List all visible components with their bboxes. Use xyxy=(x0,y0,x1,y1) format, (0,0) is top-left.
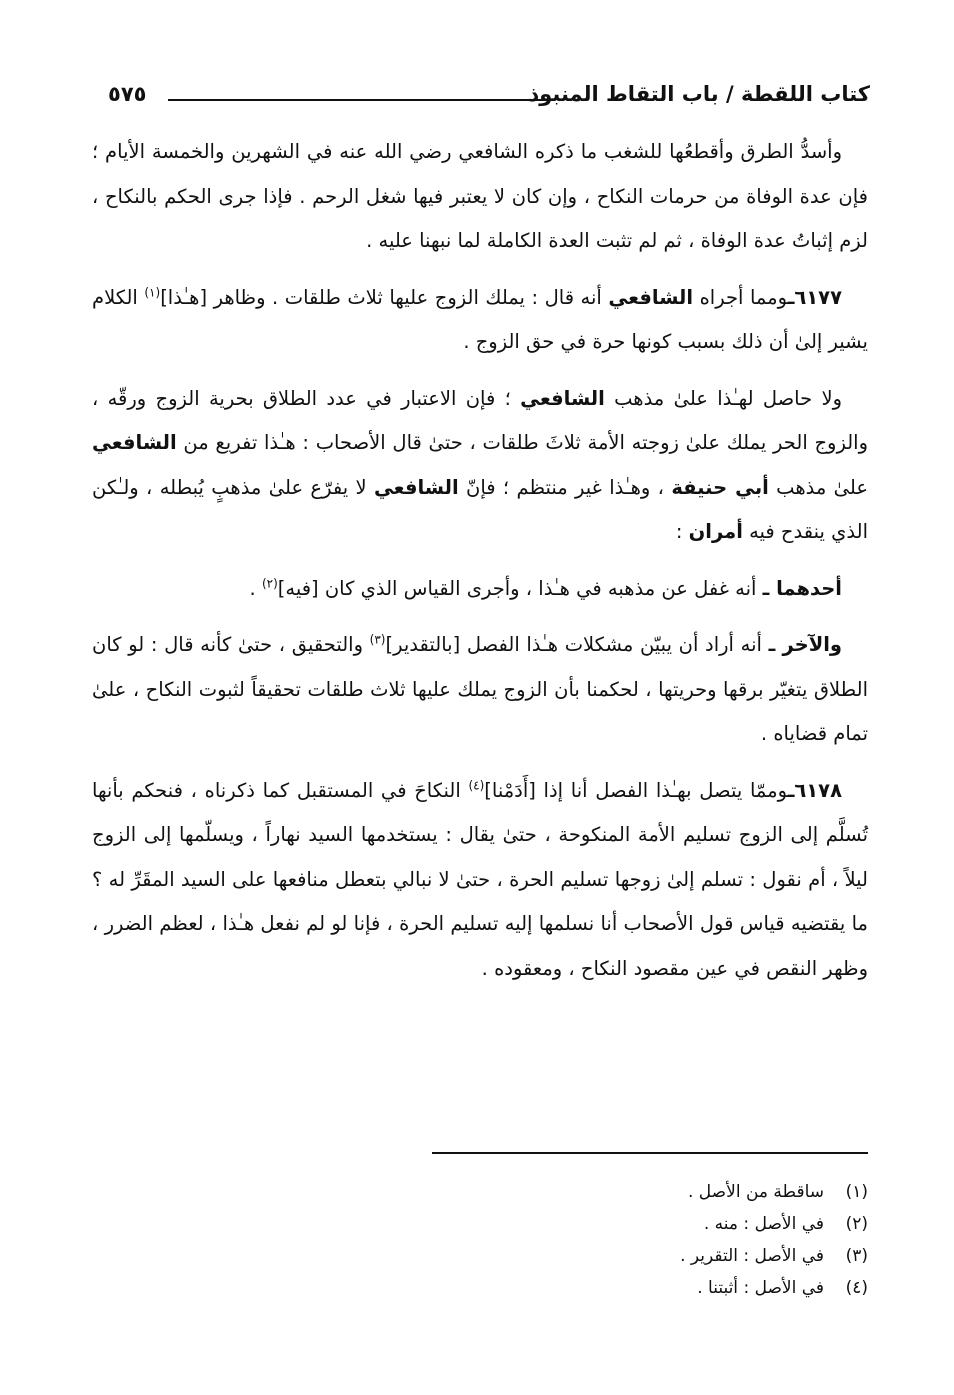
running-header xyxy=(96,78,870,118)
footnote-number: (١) xyxy=(845,1182,868,1202)
footnote-rule xyxy=(432,1152,868,1154)
footnote-item xyxy=(368,1208,868,1240)
footnote-item xyxy=(368,1272,868,1304)
footnote-ref: (١) xyxy=(144,285,161,299)
footnote-ref: (٢) xyxy=(261,576,278,590)
footnote-text: في الأصل : أثبتنا . xyxy=(697,1278,824,1298)
footnote-text: ساقطة من الأصل . xyxy=(688,1182,824,1202)
footnote-ref: (٣) xyxy=(369,632,386,647)
paragraph-3: ولا حاصل لهـٰذا علىٰ مذهب الشافعي ؛ فإن الاعتبار في عدد الطلاق بحرية الزوج ورقّه ، والزوج الحر يملك علىٰ زوجته الأمة ثلاثَ طلقات ، حتىٰ قال الأصحاب : هـٰذا تفريع من الشافعي علىٰ مذهب أبي حنيفة ، وهـٰذا غير منتظم ؛ فإنّ الشافعي لا يفرّع علىٰ مذهبٍ يُبطله ، ولـٰكن الذي ينقدح فيه أمران : xyxy=(92,386,868,543)
footnote-item xyxy=(368,1176,868,1208)
name-shafii: الشافعي xyxy=(608,285,694,309)
paragraph-second-point: والآخر ـ أنه أراد أن يبيّن مشكلات هـٰذا الفصل [بالتقدير]$^{(٣)}$ والتحقيق ، حتىٰ كأنه قال : لو كان الطلاق يتغيّر برقها وحريتها ، لحكمنا بأن الزوج يملك عليها ثلاث طلقات تحقيقاً لثبوت النكاح ، علىٰ تمام قضاياه . xyxy=(92,632,868,745)
footnote-ref: (٤) xyxy=(468,778,485,792)
footnote-number: (٤) xyxy=(845,1278,868,1298)
section-number: ٦١٧٨ـ xyxy=(787,778,842,802)
paragraph-6177: ٦١٧٧ـومما أجراه الشافعي أنه قال : يملك الزوج عليها ثلاث طلقات . وظاهر [هـٰذا]$^{(١)}$ الكلام يشير إلىٰ أن ذلك بسبب كونها حرة في حق الزوج . xyxy=(92,285,868,353)
main-text xyxy=(92,130,868,1003)
term-amran: أمران xyxy=(688,520,743,543)
page-number: ٥٧٥ xyxy=(108,82,147,106)
footnote-text: في الأصل : منه . xyxy=(703,1214,824,1234)
paragraph-1: وأسدُّ الطرق وأقطعُها للشغب ما ذكره الشافعي رضي الله عنه في الشهرين والخمسة الأيام ؛ فإن عدة الوفاة من حرمات النكاح ، وإن كان لا يعتبر فيها شغل الرحم . فإذا جرى الحكم بالنكاح ، لزم إثباتُ عدة الوفاة ، ثم لم تثبت العدة الكاملة لما نبهنا عليه . xyxy=(92,140,868,252)
footnote-number: (٢) xyxy=(845,1214,868,1234)
header-title: كتاب اللقطة / باب التقاط المنبوذ xyxy=(528,82,870,106)
second-point-label: والآخر ـ xyxy=(768,633,843,656)
footnote-item xyxy=(368,1240,868,1272)
footnotes xyxy=(368,1176,868,1304)
paragraph-6178: ٦١٧٨ـوممّا يتصل بهـٰذا الفصل أنا إذا [أَدَمْنا]$^{(٤)}$ النكاحَ في المستقبل كما ذكرناه ، فنحكم بأنها تُسلَّم إلى الزوج تسليم الأمة المنكوحة ، حتىٰ يقال : يستخدمها السيد نهاراً ، ويسلّمها إلى الزوج ليلاً ، أم نقول : تسلم إلىٰ زوجها تسليم الحرة ، حتىٰ لا نبالي بتعطل منافعها على السيد المقَرِّ له ؟ ما يقتضيه قياس قول الأصحاب أنا نسلمها إليه تسليم الحرة ، فإنا لو لم نفعل هـٰذا ، لعظم الضرر ، وظهر النقص في عين مقصود النكاح ، ومعقوده . xyxy=(92,778,868,980)
name-shafii: الشافعي xyxy=(373,475,459,499)
name-abu-hanifa: أبي حنيفة xyxy=(671,475,769,499)
first-point-label: أحدهما ـ xyxy=(762,576,842,600)
footnote-text: في الأصل : التقرير . xyxy=(680,1246,824,1266)
section-number: ٦١٧٧ـ xyxy=(787,285,842,309)
name-shafii: الشافعي xyxy=(92,431,177,454)
footnote-number: (٣) xyxy=(845,1246,868,1266)
name-shafii: الشافعي xyxy=(520,386,605,410)
paragraph-first-point: أحدهما ـ أنه غفل عن مذهبه في هـٰذا ، وأجرى القياس الذي كان [فيه]$^{(٢)}$ . xyxy=(249,576,842,600)
header-rule xyxy=(168,99,552,101)
